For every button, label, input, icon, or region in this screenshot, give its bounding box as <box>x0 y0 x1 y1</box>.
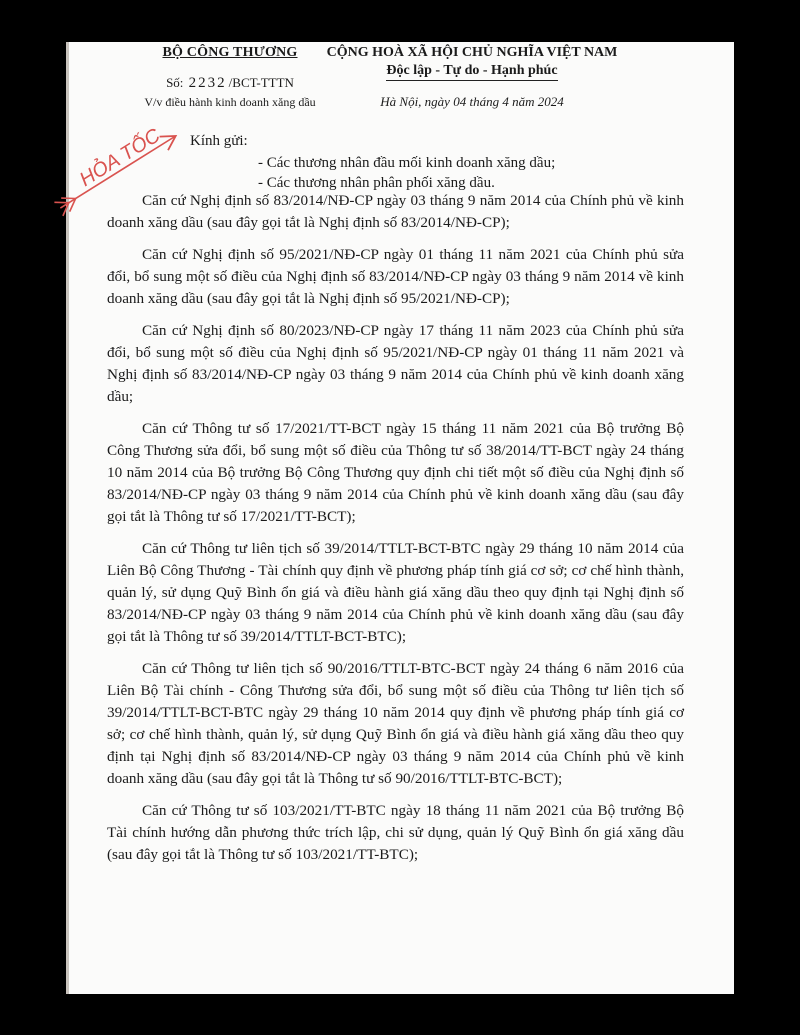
recipient-list <box>258 153 555 193</box>
legal-basis-paragraph: Căn cứ Thông tư số 103/2021/TT-BTC ngày 18 tháng 11 năm 2021 của Bộ trưởng Bộ Tài chính hướng dẫn phương thức trích lập, chi sử dụng, quản lý Quỹ Bình ổn giá xăng dầu (sau đây gọi tắt là Thông tư số 103/2021/TT-BTC); <box>107 802 684 863</box>
document-number <box>120 75 340 92</box>
document-body <box>107 190 684 876</box>
place-date: Hà Nội, ngày 04 tháng 4 năm 2024 <box>380 94 564 109</box>
doc-number-prefix: Số: <box>166 75 184 90</box>
doc-number-suffix: /BCT-TTTN <box>228 75 294 90</box>
doc-number-value: 2232 <box>188 75 227 91</box>
legal-basis-paragraph: Căn cứ Thông tư liên tịch số 39/2014/TTLT-BCT-BTC ngày 29 tháng 10 năm 2014 của Liên Bộ Công Thương - Tài chính quy định về phương pháp tính giá cơ sở; cơ chế hình thành, quản lý, sử dụng Quỹ Bình ổn giá và điều hành giá xăng dầu theo quy định tại Nghị định số 83/2014/NĐ-CP ngày 03 tháng 9 năm 2014 của Chính phủ về kinh doanh xăng dầu (sau đây gọi tắt là Thông tư số 39/2014/TTLT-BCT-BTC); <box>107 540 684 645</box>
header-right <box>312 45 632 110</box>
urgent-stamp-text: HỎA TỐC <box>75 124 165 192</box>
legal-basis-paragraph: Căn cứ Nghị định số 95/2021/NĐ-CP ngày 01 tháng 11 năm 2021 của Chính phủ sửa đổi, bổ sung một số điều của Nghị định số 83/2014/NĐ-CP ngày 03 tháng 9 năm 2014 về kinh doanh xăng dầu (sau đây gọi tắt là Nghị định số 95/2021/NĐ-CP); <box>107 246 684 307</box>
legal-basis-paragraph: Căn cứ Thông tư liên tịch số 90/2016/TTLT-BTC-BCT ngày 24 tháng 6 năm 2016 của Liên Bộ Tài chính - Công Thương sửa đổi, bổ sung một số điều của Thông tư liên tịch số 39/2014/TTLT-BCT-BTC ngày 29 tháng 10 năm 2014 quy định về phương pháp tính giá cơ sở; cơ chế hình thành, quản lý, sử dụng Quỹ Bình ổn giá và điều hành giá xăng dầu theo quy định tại Nghị định số 83/2014/NĐ-CP ngày 03 tháng 9 năm 2014 của Chính phủ về kinh doanh xăng dầu (sau đây gọi tắt là Thông tư số 90/2016/TTLT-BTC-BCT); <box>107 660 684 787</box>
issuing-agency: BỘ CÔNG THƯƠNG <box>162 45 298 60</box>
national-motto: Độc lập - Tự do - Hạnh phúc <box>386 63 557 81</box>
legal-basis-paragraph: Căn cứ Nghị định số 80/2023/NĐ-CP ngày 17 tháng 11 năm 2023 của Chính phủ sửa đổi, bổ sung một số điều của Nghị định số 95/2021/NĐ-CP ngày 01 tháng 11 năm 2021 và Nghị định số 83/2014/NĐ-CP ngày 03 tháng 9 năm 2014 của Chính phủ về kinh doanh xăng dầu; <box>107 322 684 405</box>
national-title: CỘNG HOÀ XÃ HỘI CHỦ NGHĨA VIỆT NAM <box>326 45 618 60</box>
legal-basis-paragraph: Căn cứ Nghị định số 83/2014/NĐ-CP ngày 03 tháng 9 năm 2014 của Chính phủ về kinh doanh xăng dầu (sau đây gọi tắt là Nghị định số 83/2014/NĐ-CP); <box>107 192 684 231</box>
legal-basis-paragraph: Căn cứ Thông tư số 17/2021/TT-BCT ngày 15 tháng 11 năm 2021 của Bộ trưởng Bộ Công Thương sửa đổi, bổ sung một số điều của Thông tư số 38/2014/TT-BCT ngày 24 tháng 10 năm 2014 của Bộ trưởng Bộ Công Thương quy định chi tiết một số điều của Nghị định số 83/2014/NĐ-CP ngày 03 tháng 9 năm 2014 của Chính phủ về kinh doanh xăng dầu (sau đây gọi tắt là Thông tư số 17/2021/TT-BCT); <box>107 420 684 525</box>
addressee-label: Kính gửi: <box>190 133 248 149</box>
recipient-item: - Các thương nhân đầu mối kinh doanh xăng dầu; <box>258 155 556 171</box>
header-left <box>120 45 340 110</box>
document-subject: V/v điều hành kinh doanh xăng dầu <box>144 95 316 109</box>
recipient-item: - Các thương nhân phân phối xăng dầu. <box>258 175 495 191</box>
